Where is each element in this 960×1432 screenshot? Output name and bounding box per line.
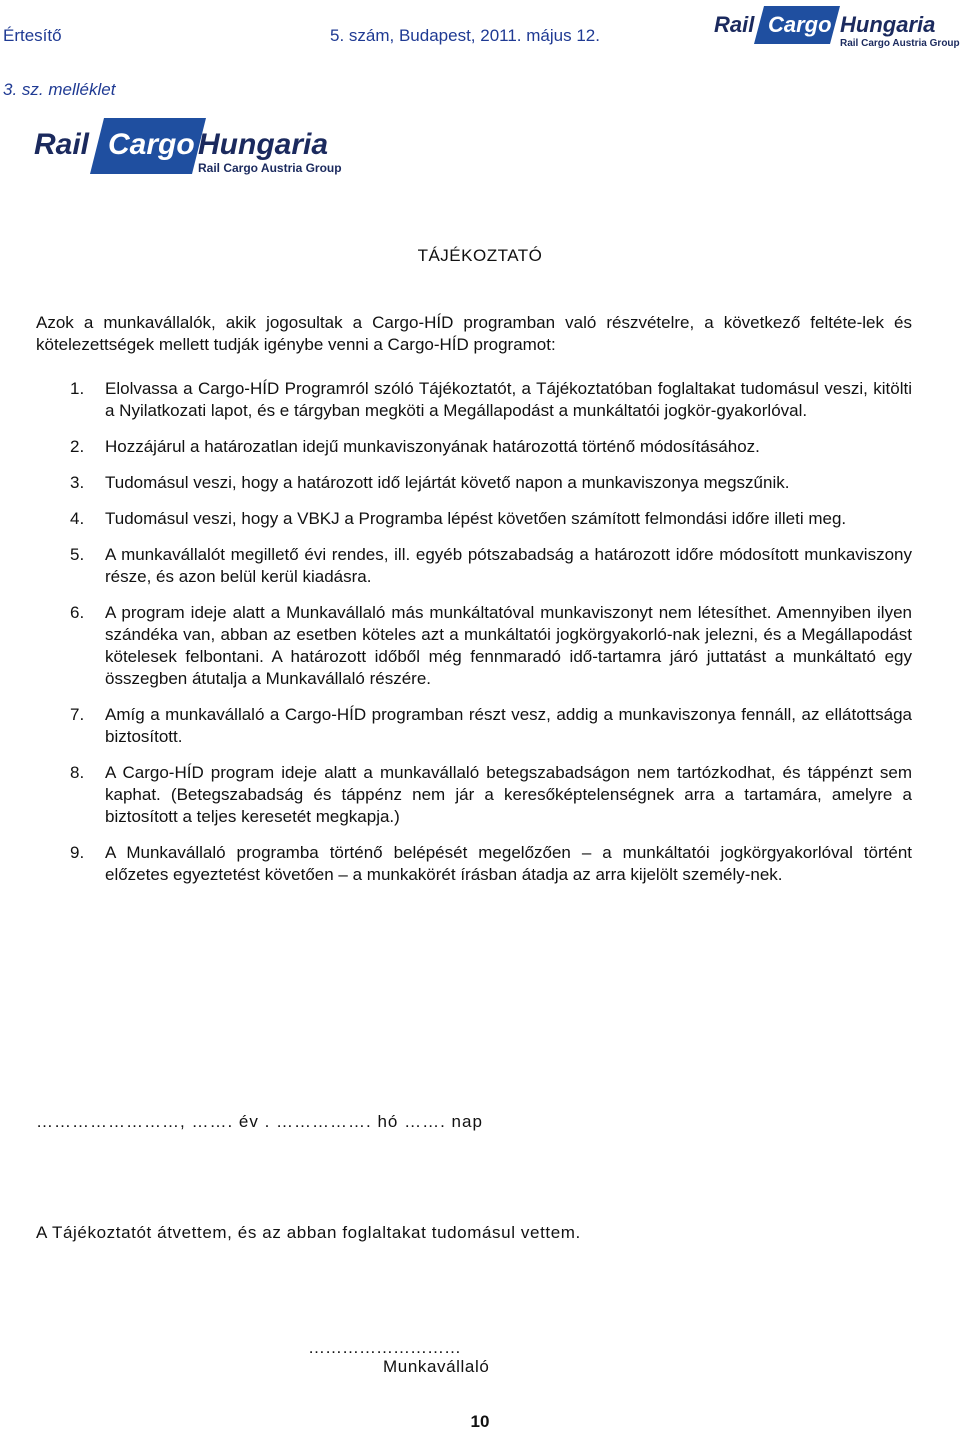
list-item	[36, 378, 912, 422]
annex-label: 3. sz. melléklet	[3, 80, 116, 99]
issue-info: 5. szám, Budapest, 2011. május 12.	[330, 26, 600, 45]
item-text: A program ideje alatt a Munkavállaló más munkáltatóval munkaviszonyt nem létesíthet. Amennyiben ilyen szándéka van, abban az esetben köteles azt a munkáltatói jogkörgyakorló-nak jelezni, és a Megállapodást kötelesek felbontani. A határozott időből még fennmaradó idő-tartamra járó juttatást a munkáltató egy összegben átutalja a Munkavállaló részére.	[105, 603, 912, 688]
list-item	[36, 602, 912, 690]
journal-name: Értesítő	[3, 26, 62, 45]
logo-cargo: Cargo	[108, 128, 195, 161]
item-text: A Cargo-HÍD program ideje alatt a munkavállaló betegszabadságon nem tartózkodhat, és táppénzt sem kaphat. (Betegszabadság és táppénz nem jár a keresőképtelenségnek arra a tartamára, amelyre a biztosított a teljes keresetét megkapja.)	[105, 763, 912, 826]
item-text: Amíg a munkavállaló a Cargo-HÍD programban részt vesz, addig a munkaviszonya fennáll, az ellátottsága biztosított.	[105, 705, 912, 746]
item-number: 5.	[70, 545, 85, 564]
item-number: 6.	[70, 603, 85, 622]
list-item	[36, 436, 912, 458]
date-fill-line: ……………………, ……. év . ……………. hó ……. nap	[36, 1112, 483, 1131]
header-company-logo	[712, 4, 960, 50]
item-text: Tudomásul veszi, hogy a VBKJ a Programba lépést követően számított felmondási időre illeti meg.	[105, 509, 847, 528]
header-logo-group: Rail Cargo Austria Group	[840, 38, 960, 49]
intro-paragraph: Azok a munkavállalók, akik jogosultak a Cargo-HÍD programban való részvételre, a következő feltéte-lek és kötelezettségek mellett tudják igénybe venni a Cargo-HÍD programot:	[36, 313, 912, 354]
page-number: 10	[470, 1412, 490, 1431]
header-logo-cargo: Cargo	[768, 12, 832, 37]
item-text: A munkavállalót megillető évi rendes, ill. egyéb pótszabadság a határozott időre módosított munkaviszony része, és azon belül kerül kiadásra.	[105, 545, 912, 586]
list-item	[36, 704, 912, 748]
list-item	[36, 842, 912, 886]
item-number: 1.	[70, 379, 85, 398]
list-item	[36, 472, 912, 494]
list-item	[36, 762, 912, 828]
item-text: Elolvassa a Cargo-HÍD Programról szóló Tájékoztatót, a Tájékoztatóban foglaltakat tudomásul veszi, kitölti a Nyilatkozati lapot, és e tárgyban megköti a Megállapodást a munkáltatói jogkör-gyakorlóval.	[105, 379, 912, 420]
acknowledgement-text: A Tájékoztatót átvettem, és az abban foglaltakat tudomásul vettem.	[36, 1223, 581, 1242]
running-header	[0, 0, 960, 72]
logo-hungaria: Hungaria	[198, 128, 329, 161]
document-title: TÁJÉKOZTATÓ	[417, 246, 543, 265]
conditions-list	[36, 378, 912, 900]
list-item	[36, 508, 912, 530]
logo-group: Rail Cargo Austria Group	[198, 161, 342, 175]
item-number: 8.	[70, 763, 85, 782]
item-text: A Munkavállaló programba történő belépését megelőzően – a munkáltatói jogkörgyakorlóval történt előzetes egyeztetést követően – a munkakörét írásban átadja az arra kijelölt személy-nek.	[105, 843, 912, 884]
item-number: 2.	[70, 437, 85, 456]
list-item	[36, 544, 912, 588]
header-logo-rail: Rail	[714, 12, 755, 37]
item-number: 3.	[70, 473, 85, 492]
item-number: 7.	[70, 705, 85, 724]
header-logo-hungaria: Hungaria	[840, 12, 936, 37]
logo-rail: Rail	[34, 128, 90, 161]
item-text: Tudomásul veszi, hogy a határozott idő lejártát követő napon a munkaviszonya megszűnik.	[105, 473, 790, 492]
company-logo	[34, 116, 352, 178]
signature-line: ………………………	[308, 1338, 461, 1357]
item-number: 9.	[70, 843, 85, 862]
item-number: 4.	[70, 509, 85, 528]
signature-label: Munkavállaló	[383, 1357, 490, 1376]
item-text: Hozzájárul a határozatlan idejű munkaviszonyának határozottá történő módosításához.	[105, 437, 760, 456]
